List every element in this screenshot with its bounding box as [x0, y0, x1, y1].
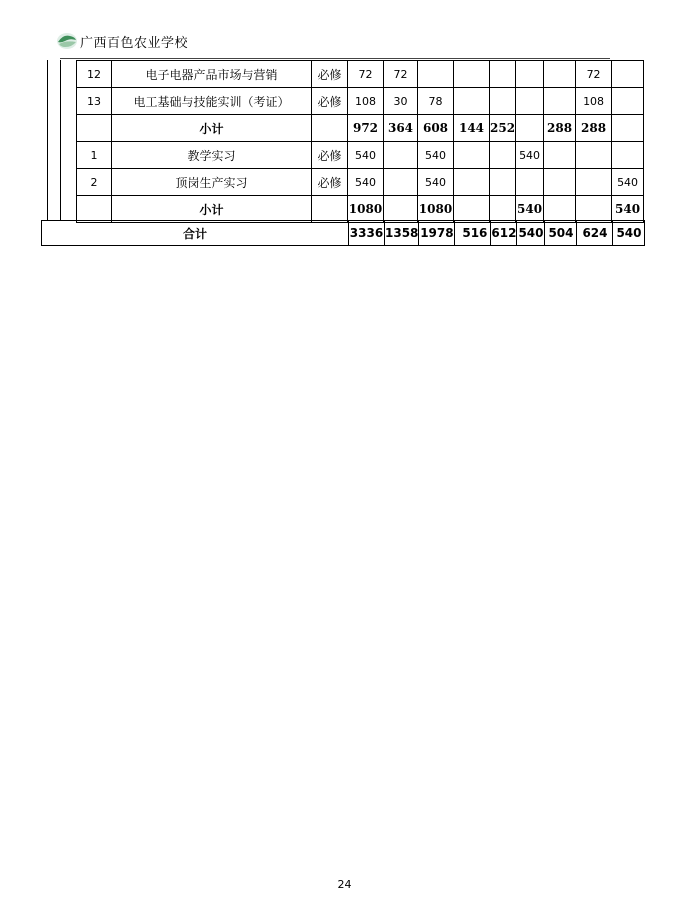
value-cell: 72 — [576, 61, 612, 88]
value-cell: 144 — [454, 115, 490, 142]
value-cell: 78 — [418, 88, 454, 115]
value-cell: 364 — [384, 115, 418, 142]
value-cell: 540 — [348, 142, 384, 169]
page-header — [56, 29, 188, 53]
table-row — [77, 61, 644, 88]
value-cell — [612, 88, 644, 115]
value-cell: 540 — [613, 221, 645, 246]
value-cell — [516, 88, 544, 115]
value-cell: 72 — [384, 61, 418, 88]
subtotal-label: 小计 — [112, 196, 312, 223]
course-name: 电工基础与技能实训（考证） — [112, 88, 312, 115]
subtotal-label: 小计 — [112, 115, 312, 142]
value-cell — [490, 169, 516, 196]
value-cell: 1080 — [418, 196, 454, 223]
row-index: 12 — [77, 61, 112, 88]
value-cell: 608 — [418, 115, 454, 142]
subtotal-row — [77, 115, 644, 142]
value-cell — [516, 169, 544, 196]
value-cell — [384, 169, 418, 196]
value-cell — [454, 61, 490, 88]
value-cell — [576, 169, 612, 196]
value-cell — [454, 169, 490, 196]
value-cell — [384, 142, 418, 169]
value-cell — [544, 88, 576, 115]
value-cell — [612, 115, 644, 142]
value-cell — [454, 88, 490, 115]
value-cell: 1978 — [419, 221, 455, 246]
page-number: 24 — [337, 878, 352, 891]
value-cell: 540 — [612, 196, 644, 223]
row-index — [77, 196, 112, 223]
value-cell — [454, 196, 490, 223]
course-name: 电子电器产品市场与营销 — [112, 61, 312, 88]
value-cell — [490, 61, 516, 88]
row-index: 1 — [77, 142, 112, 169]
table-left-border-inner — [60, 60, 61, 220]
value-cell: 540 — [418, 142, 454, 169]
value-cell: 252 — [490, 115, 516, 142]
value-cell — [612, 142, 644, 169]
value-cell: 3336 — [349, 221, 385, 246]
row-index: 2 — [77, 169, 112, 196]
value-cell: 972 — [348, 115, 384, 142]
value-cell — [544, 142, 576, 169]
value-cell: 288 — [544, 115, 576, 142]
value-cell: 108 — [576, 88, 612, 115]
value-cell: 516 — [455, 221, 491, 246]
course-type — [312, 196, 348, 223]
value-cell: 30 — [384, 88, 418, 115]
course-type: 必修 — [312, 169, 348, 196]
course-type — [312, 115, 348, 142]
value-cell: 288 — [576, 115, 612, 142]
row-index: 13 — [77, 88, 112, 115]
course-table — [76, 60, 644, 223]
table-row — [77, 88, 644, 115]
value-cell — [490, 196, 516, 223]
value-cell: 540 — [517, 221, 545, 246]
row-index — [77, 115, 112, 142]
value-cell: 108 — [348, 88, 384, 115]
course-type: 必修 — [312, 142, 348, 169]
course-type: 必修 — [312, 61, 348, 88]
value-cell — [384, 196, 418, 223]
value-cell — [490, 142, 516, 169]
school-logo-icon — [56, 31, 78, 51]
value-cell: 540 — [516, 142, 544, 169]
value-cell — [490, 88, 516, 115]
value-cell — [544, 196, 576, 223]
course-name: 教学实习 — [112, 142, 312, 169]
value-cell: 504 — [545, 221, 577, 246]
value-cell: 624 — [577, 221, 613, 246]
value-cell — [544, 61, 576, 88]
total-row — [42, 221, 645, 246]
table-row — [77, 142, 644, 169]
header-rule — [60, 58, 610, 59]
value-cell: 612 — [491, 221, 517, 246]
value-cell: 1358 — [385, 221, 419, 246]
value-cell — [516, 61, 544, 88]
value-cell: 540 — [418, 169, 454, 196]
value-cell — [418, 61, 454, 88]
value-cell: 540 — [612, 169, 644, 196]
subtotal-row — [77, 196, 644, 223]
value-cell: 540 — [348, 169, 384, 196]
value-cell — [576, 196, 612, 223]
course-name: 顶岗生产实习 — [112, 169, 312, 196]
total-table — [41, 220, 645, 246]
value-cell: 540 — [516, 196, 544, 223]
value-cell — [612, 61, 644, 88]
table-left-border — [47, 60, 48, 220]
value-cell — [576, 142, 612, 169]
table-row — [77, 169, 644, 196]
total-label: 合计 — [42, 221, 349, 246]
value-cell — [516, 115, 544, 142]
school-name: 广西百色农业学校 — [80, 35, 189, 51]
value-cell — [454, 142, 490, 169]
value-cell — [544, 169, 576, 196]
value-cell: 1080 — [348, 196, 384, 223]
value-cell: 72 — [348, 61, 384, 88]
course-type: 必修 — [312, 88, 348, 115]
